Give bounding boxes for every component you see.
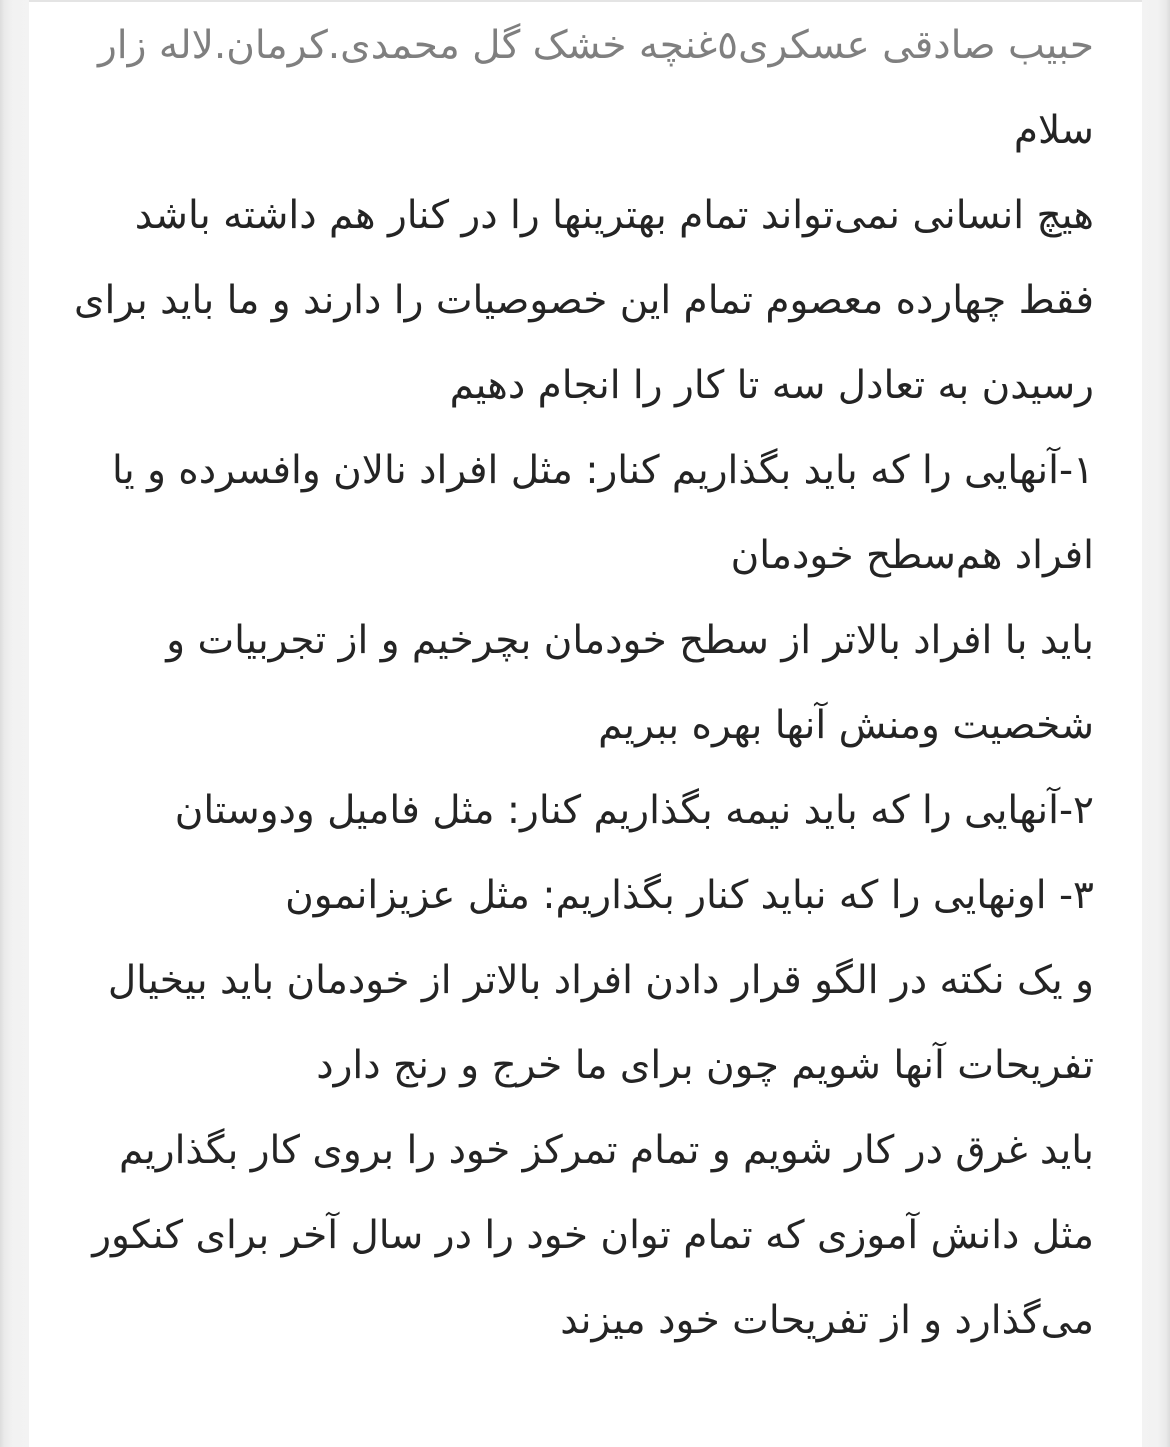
paragraph-fourteen-masoom: فقط چهارده معصوم تمام این خصوصیات را دارند و ما باید برای رسیدن به تعادل سه تا کار را انجام دهیم: [74, 278, 1094, 408]
paragraph-list-item-3: ۳- اونهایی را که نباید کنار بگذاریم: مثل عزیزانمون: [285, 873, 1094, 918]
paragraph-role-model-note: و یک نکته در الگو قرار دادن افراد بالاتر از خودمان باید بیخیال تفریحات آنها شویم چون برای ما خرج و رنج دارد: [107, 958, 1094, 1088]
paragraph-higher-level-people: باید با افراد بالاتر از سطح خودمان بچرخیم و از تجربیات و شخصیت ومنش آنها بهره ببریم: [166, 618, 1094, 748]
paragraph-list-item-1: ۱-آنهایی را که باید بگذاریم کنار: مثل افراد نالان وافسرده و یا افراد هم‌سطح خودمان: [111, 448, 1094, 578]
paragraph-greeting: سلام: [1013, 108, 1094, 153]
left-page-gutter: [1142, 0, 1170, 1447]
paragraph-intro: هیچ انسانی نمی‌تواند تمام بهترینها را در کنار هم داشته باشد: [134, 193, 1094, 238]
right-page-gutter: [0, 0, 29, 1447]
persian-text-document: [29, 0, 1142, 1447]
seller-header-line: حبیب صادقی عسکری٥غنچه خشک گل محمدی.کرمان.لاله زار: [97, 23, 1094, 68]
paragraph-list-item-2: ۲-آنهایی را که باید نیمه بگذاریم کنار: مثل فامیل ودوستان: [174, 788, 1094, 833]
paragraph-focus-on-work: باید غرق در کار شویم و تمام تمرکز خود را بروی کار بگذاریم مثل دانش آموزی که تمام توان خود را در سال آخر برای کنکور می‌گذارد و از تفریحات خود میزند: [92, 1128, 1094, 1343]
